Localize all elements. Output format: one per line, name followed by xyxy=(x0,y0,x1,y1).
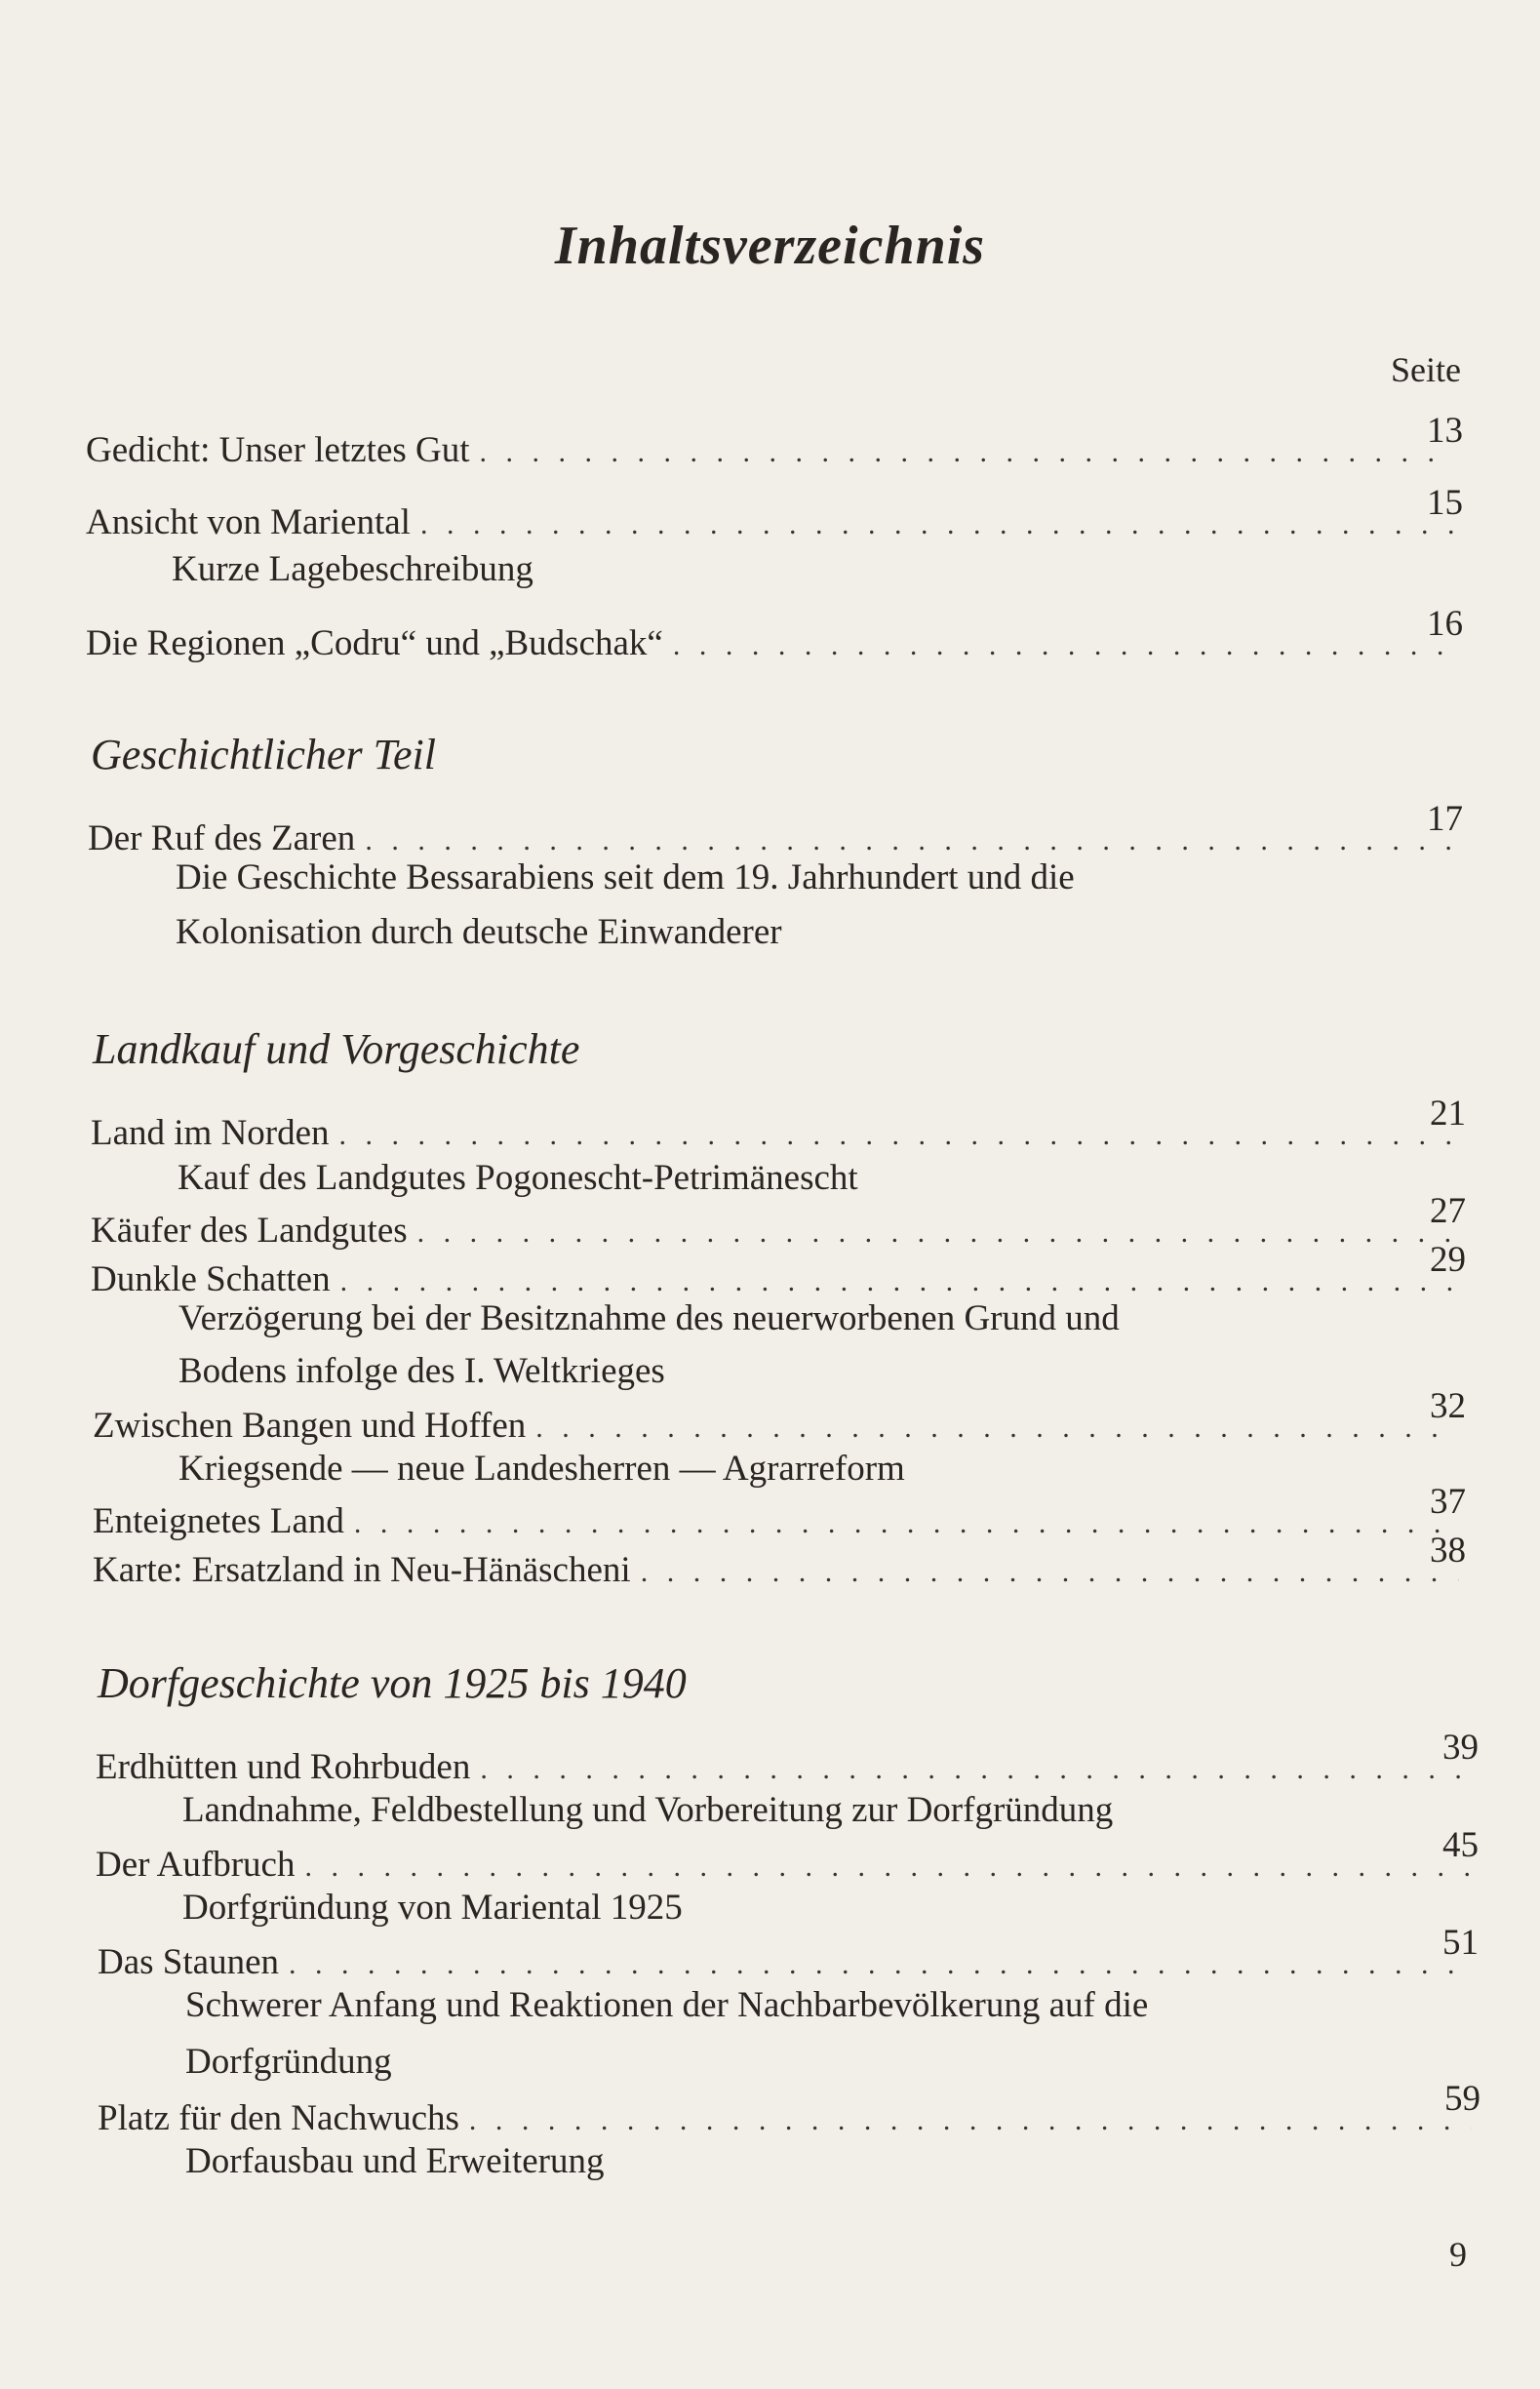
toc-entry-page: 59 xyxy=(1444,2079,1481,2119)
toc-entry-page: 39 xyxy=(1442,1728,1479,1768)
toc-entry-subtitle: Dorfausbau und Erweiterung xyxy=(185,2141,605,2181)
toc-entry-subtitle: Landnahme, Feldbestellung und Vorbereitung zur Dorfgründung xyxy=(182,1790,1114,1830)
toc-entry-subtitle: Dorfgründung xyxy=(185,2042,392,2082)
toc-entry-page: 17 xyxy=(1427,799,1463,839)
toc-entry[interactable] xyxy=(93,1531,1466,1591)
toc-entry-page: 27 xyxy=(1430,1191,1466,1231)
toc-entry[interactable] xyxy=(91,1191,1466,1252)
toc-entry-subtitle: Die Geschichte Bessarabiens seit dem 19. Jahrhundert und die xyxy=(176,857,1075,897)
dot-leader xyxy=(469,2104,1472,2137)
dot-leader xyxy=(339,1119,1457,1152)
dot-leader xyxy=(480,1753,1470,1786)
toc-entry-title: Der Aufbruch xyxy=(96,1845,296,1885)
toc-entry-page: 32 xyxy=(1430,1386,1466,1426)
page-column-header: Seite xyxy=(1391,350,1461,389)
dot-leader xyxy=(304,1851,1468,1884)
toc-entry[interactable] xyxy=(93,1386,1466,1447)
toc-entry-title: Käufer des Landgutes xyxy=(91,1211,408,1251)
toc-entry[interactable] xyxy=(86,483,1463,543)
toc-entry-subtitle: Dorfgründung von Mariental 1925 xyxy=(182,1888,683,1928)
toc-entry-title: Ansicht von Mariental xyxy=(86,502,411,542)
toc-entry-page: 13 xyxy=(1427,411,1463,451)
dot-leader xyxy=(480,436,1455,469)
toc-entry-page: 15 xyxy=(1427,483,1463,523)
dot-leader xyxy=(354,1507,1456,1540)
toc-entry-page: 45 xyxy=(1442,1825,1479,1865)
toc-entry-page: 21 xyxy=(1430,1094,1466,1134)
toc-entry-title: Enteignetes Land xyxy=(93,1501,344,1541)
toc-entry-title: Gedicht: Unser letztes Gut xyxy=(86,430,470,470)
page-title: Inhaltsverzeichnis xyxy=(554,216,986,276)
dot-leader xyxy=(673,629,1456,662)
toc-entry-title: Erdhütten und Rohrbuden xyxy=(96,1747,471,1787)
toc-entry-page: 38 xyxy=(1430,1531,1466,1571)
toc-entry[interactable] xyxy=(93,1482,1466,1542)
toc-entry-subtitle: Verzögerung bei der Besitznahme des neuerworbenen Grund und xyxy=(178,1298,1120,1338)
dot-leader xyxy=(289,1948,1468,1981)
toc-entry-page: 51 xyxy=(1442,1923,1479,1963)
toc-entry-subtitle: Kauf des Landgutes Pogonescht-Petrimänescht xyxy=(178,1158,858,1198)
page-number: 9 xyxy=(1449,2235,1467,2274)
toc-entry[interactable] xyxy=(91,1094,1466,1154)
toc-entry[interactable] xyxy=(96,1825,1479,1886)
toc-entry-page: 16 xyxy=(1427,604,1463,644)
toc-entry-title: Land im Norden xyxy=(91,1113,330,1153)
toc-entry-title: Platz für den Nachwuchs xyxy=(98,2098,459,2138)
toc-entry-subtitle: Kriegsende — neue Landesherren — Agrarreform xyxy=(178,1449,905,1489)
dot-leader xyxy=(535,1412,1458,1445)
toc-entry[interactable] xyxy=(91,1240,1466,1300)
dot-leader xyxy=(417,1216,1457,1250)
toc-entry[interactable] xyxy=(96,1728,1479,1788)
section-heading: Geschichtlicher Teil xyxy=(91,731,436,778)
toc-entry[interactable] xyxy=(88,799,1463,859)
toc-entry[interactable] xyxy=(86,604,1463,664)
toc-entry-title: Das Staunen xyxy=(98,1942,279,1982)
toc-entry-subtitle: Kolonisation durch deutsche Einwanderer xyxy=(176,912,782,952)
dot-leader xyxy=(641,1556,1459,1589)
toc-entry[interactable] xyxy=(98,2079,1481,2139)
toc-entry-page: 37 xyxy=(1430,1482,1466,1522)
toc-entry-subtitle: Kurze Lagebeschreibung xyxy=(172,549,533,589)
toc-entry-page: 29 xyxy=(1430,1240,1466,1280)
toc-entry-title: Der Ruf des Zaren xyxy=(88,818,356,858)
section-heading: Dorfgeschichte von 1925 bis 1940 xyxy=(98,1659,687,1707)
toc-entry-title: Dunkle Schatten xyxy=(91,1259,331,1299)
toc-entry-title: Zwischen Bangen und Hoffen xyxy=(93,1406,527,1446)
toc-entry-title: Karte: Ersatzland in Neu-Hänäscheni xyxy=(93,1550,631,1590)
dot-leader xyxy=(420,508,1454,541)
toc-entry[interactable] xyxy=(98,1923,1479,1983)
toc-entry-title: Die Regionen „Codru“ und „Budschak“ xyxy=(86,623,663,663)
dot-leader xyxy=(340,1265,1456,1298)
toc-entry-subtitle: Bodens infolge des I. Weltkrieges xyxy=(178,1351,665,1391)
toc-entry[interactable] xyxy=(86,411,1463,471)
toc-entry-subtitle: Schwerer Anfang und Reaktionen der Nachbarbevölkerung auf die xyxy=(185,1985,1149,2025)
section-heading: Landkauf und Vorgeschichte xyxy=(93,1025,580,1073)
dot-leader xyxy=(365,824,1453,857)
